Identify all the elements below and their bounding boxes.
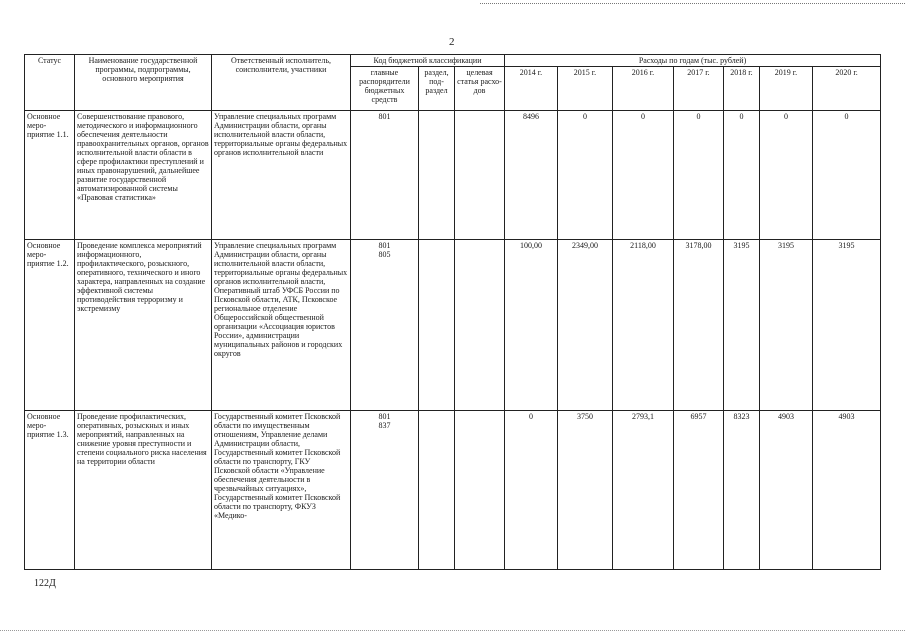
row-executor: Государственный комитет Псковской области по имущественным отношениям, Управление делами Администрации области, Государственный комитет Псковской области по транспорту, ГКУ Псковской области «Управление обеспечения деятельности в чрезвычайных ситуациях», Государственный комитет Псковской области по транспорту, ФКУЗ «Медико- [212,411,351,570]
row-value-2015: 2349,00 [558,240,613,411]
row-target [455,111,505,240]
header-year-2019: 2019 г. [760,67,813,111]
row-value-2017: 0 [674,111,724,240]
row-value-2018: 3195 [724,240,760,411]
scan-edge-top [480,3,905,4]
row-value-2016: 0 [613,111,674,240]
row-target [455,411,505,570]
header-year-2014: 2014 г. [505,67,558,111]
row-value-2019: 0 [760,111,813,240]
row-grbs: 801 837 [351,411,419,570]
row-value-2014: 100,00 [505,240,558,411]
row-status: Основное меро- приятие 1.3. [25,411,75,570]
header-grbs: главные распорядители бюджетных средств [351,67,419,111]
row-section [419,411,455,570]
row-value-2019: 4903 [760,411,813,570]
row-name: Проведение профилактических, оперативных, розыскных и иных мероприятий, направленных на снижение уровня преступности и степени социального риска населения на территории области [75,411,212,570]
row-value-2018: 8323 [724,411,760,570]
row-value-2016: 2118,00 [613,240,674,411]
header-status: Статус [25,55,75,111]
row-value-2016: 2793,1 [613,411,674,570]
row-name: Совершенствование правового, методического и информационного обеспечения деятельности правоохранительных органов, органов исполнительной власти области в сфере профилактики преступлений и иных правонарушений, дальнейшее развитие государственной автоматизированной системы «Правовая статистика» [75,111,212,240]
row-value-2020: 0 [813,111,881,240]
row-status: Основное меро- приятие 1.2. [25,240,75,411]
row-grbs: 801 [351,111,419,240]
table-row [25,111,881,240]
row-value-2020: 3195 [813,240,881,411]
row-value-2017: 3178,00 [674,240,724,411]
row-executor: Управление специальных программ Администрации области, органы исполнительной власти области, территориальные органы федеральных органов исполнительной власти, Оперативный штаб УФСБ России по Псковской области, АТК, Псковское региональное отделение Общероссийской общественной организации «Ассоциация юристов России», администрации муниципальных районов и городских округов [212,240,351,411]
row-name: Проведение комплекса мероприятий информационного, профилактического, розыскного, оперативного, технического и иного характера, направленных на создание эффективной системы противодействия терроризму и экстремизму [75,240,212,411]
row-value-2014: 0 [505,411,558,570]
row-target [455,240,505,411]
header-name: Наименование государственной программы, подпрограммы, основного мероприятия [75,55,212,111]
header-expenses: Расходы по годам (тыс. рублей) [505,55,881,67]
row-value-2014: 8496 [505,111,558,240]
row-value-2019: 3195 [760,240,813,411]
header-year-2015: 2015 г. [558,67,613,111]
row-section [419,240,455,411]
row-executor: Управление специальных программ Администрации области, органы исполнительной власти области, территориальные органы федеральных органов исполнительной власти [212,111,351,240]
header-year-2017: 2017 г. [674,67,724,111]
header-year-2016: 2016 г. [613,67,674,111]
table-row [25,240,881,411]
row-section [419,111,455,240]
row-value-2020: 4903 [813,411,881,570]
header-section: раздел, под-раздел [419,67,455,111]
header-executor: Ответственный исполнитель, соисполнители, участники [212,55,351,111]
header-target: целевая статья расхо-дов [455,67,505,111]
header-year-2018: 2018 г. [724,67,760,111]
table-row [25,411,881,570]
row-grbs: 801 805 [351,240,419,411]
header-budget-classification: Код бюджетной классификации [351,55,505,67]
header-year-2020: 2020 г. [813,67,881,111]
document-code: 122Д [34,578,56,589]
row-value-2018: 0 [724,111,760,240]
row-value-2015: 3750 [558,411,613,570]
page-number: 2 [449,36,455,48]
budget-table [24,54,881,570]
row-value-2015: 0 [558,111,613,240]
row-value-2017: 6957 [674,411,724,570]
header-row-top [25,55,881,67]
scan-edge-bottom [0,630,905,631]
row-status: Основное меро- приятие 1.1. [25,111,75,240]
